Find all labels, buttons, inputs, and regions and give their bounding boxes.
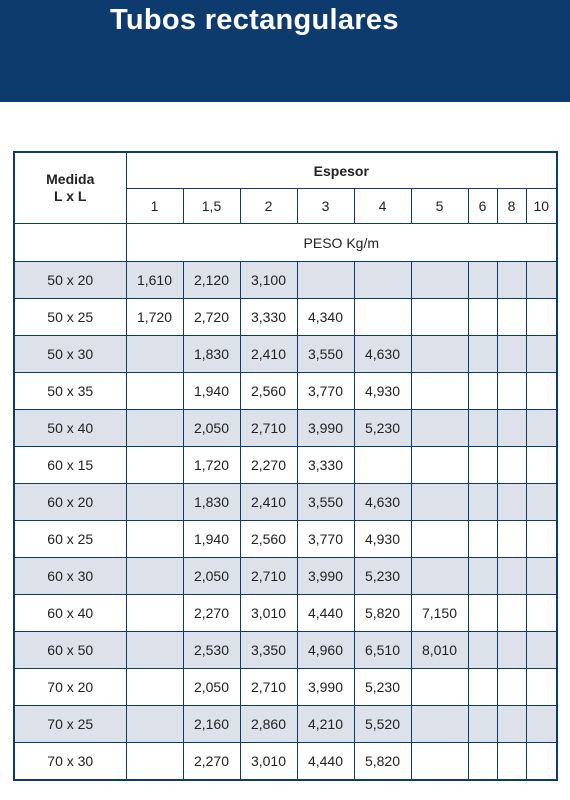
weight-cell — [468, 521, 497, 558]
table-row — [14, 521, 557, 558]
weight-cell — [497, 521, 526, 558]
weight-cell: 3,330 — [297, 447, 354, 484]
medida-cell: 60 x 15 — [14, 447, 126, 484]
weight-cell: 5,230 — [354, 669, 411, 706]
table-row — [14, 595, 557, 632]
weight-cell: 3,770 — [297, 373, 354, 410]
medida-header — [14, 152, 126, 224]
table-row — [14, 558, 557, 595]
weight-cell — [468, 484, 497, 521]
weight-cell — [468, 595, 497, 632]
weight-cell — [526, 558, 557, 595]
weight-cell — [411, 743, 468, 781]
weight-cell — [411, 410, 468, 447]
weight-cell: 1,830 — [183, 484, 240, 521]
weight-cell — [354, 262, 411, 299]
page-title: Tubos rectangulares — [110, 4, 399, 36]
weight-cell — [526, 299, 557, 336]
weight-cell — [468, 262, 497, 299]
weight-cell — [411, 373, 468, 410]
weight-cell: 5,230 — [354, 410, 411, 447]
thickness-header: 1,5 — [183, 189, 240, 224]
weight-cell — [126, 669, 183, 706]
weight-cell — [126, 447, 183, 484]
table-row — [14, 484, 557, 521]
weight-cell: 3,330 — [240, 299, 297, 336]
weight-cell — [468, 743, 497, 781]
weight-cell: 5,230 — [354, 558, 411, 595]
weight-cell — [468, 410, 497, 447]
weight-cell: 1,830 — [183, 336, 240, 373]
table-header — [14, 152, 557, 262]
weight-cell — [526, 262, 557, 299]
weight-cell: 3,010 — [240, 595, 297, 632]
weight-cell — [497, 336, 526, 373]
medida-sublabel: L x L — [54, 188, 87, 204]
weight-cell — [468, 558, 497, 595]
weight-cell: 2,410 — [240, 336, 297, 373]
weight-cell — [497, 706, 526, 743]
weight-cell — [468, 632, 497, 669]
weight-cell — [497, 447, 526, 484]
weight-cell — [526, 706, 557, 743]
weight-cell — [411, 558, 468, 595]
weight-cell: 3,100 — [240, 262, 297, 299]
weight-cell — [468, 669, 497, 706]
table-row — [14, 299, 557, 336]
weight-cell — [126, 558, 183, 595]
medida-cell: 50 x 20 — [14, 262, 126, 299]
weight-cell — [297, 262, 354, 299]
table-row — [14, 373, 557, 410]
weight-cell — [411, 262, 468, 299]
weight-cell — [497, 484, 526, 521]
weight-cell: 2,710 — [240, 558, 297, 595]
weight-cell: 4,440 — [297, 743, 354, 781]
table-row — [14, 706, 557, 743]
weight-cell — [526, 410, 557, 447]
weight-cell — [526, 484, 557, 521]
table-row — [14, 632, 557, 669]
weight-cell — [526, 447, 557, 484]
weight-cell — [411, 521, 468, 558]
weight-cell — [411, 336, 468, 373]
weight-cell: 2,270 — [183, 595, 240, 632]
weight-cell: 1,720 — [183, 447, 240, 484]
weight-cell — [468, 373, 497, 410]
weight-cell: 3,770 — [297, 521, 354, 558]
medida-cell: 50 x 40 — [14, 410, 126, 447]
medida-cell: 50 x 35 — [14, 373, 126, 410]
thickness-header: 6 — [468, 189, 497, 224]
weights-table — [13, 151, 558, 781]
weight-cell — [411, 669, 468, 706]
medida-cell: 60 x 40 — [14, 595, 126, 632]
weight-cell: 2,710 — [240, 669, 297, 706]
weight-cell — [497, 410, 526, 447]
weight-cell: 2,710 — [240, 410, 297, 447]
thickness-header: 10 — [526, 189, 557, 224]
medida-cell: 70 x 25 — [14, 706, 126, 743]
weight-cell: 2,530 — [183, 632, 240, 669]
thickness-header: 1 — [126, 189, 183, 224]
weight-cell — [497, 262, 526, 299]
weight-cell — [354, 447, 411, 484]
thickness-header: 2 — [240, 189, 297, 224]
weight-cell — [526, 521, 557, 558]
weight-cell: 2,560 — [240, 521, 297, 558]
weight-cell — [526, 669, 557, 706]
weight-cell: 2,120 — [183, 262, 240, 299]
weight-cell — [126, 410, 183, 447]
table-row — [14, 410, 557, 447]
weight-cell — [126, 484, 183, 521]
weight-cell: 2,050 — [183, 410, 240, 447]
weight-cell: 6,510 — [354, 632, 411, 669]
weight-cell — [411, 484, 468, 521]
weight-cell: 4,930 — [354, 373, 411, 410]
weight-cell: 4,630 — [354, 336, 411, 373]
weight-cell — [126, 743, 183, 781]
medida-cell: 60 x 20 — [14, 484, 126, 521]
thickness-header: 4 — [354, 189, 411, 224]
weight-cell — [526, 595, 557, 632]
unit-label: PESO Kg/m — [126, 224, 557, 262]
weight-cell — [411, 447, 468, 484]
table-row — [14, 447, 557, 484]
weight-cell: 5,820 — [354, 595, 411, 632]
title-banner — [0, 0, 570, 102]
weight-cell — [497, 595, 526, 632]
weight-cell: 1,940 — [183, 521, 240, 558]
weight-cell: 2,560 — [240, 373, 297, 410]
weight-cell — [526, 743, 557, 781]
weight-cell: 2,410 — [240, 484, 297, 521]
weight-cell: 1,720 — [126, 299, 183, 336]
weight-cell: 7,150 — [411, 595, 468, 632]
weight-cell — [126, 521, 183, 558]
weight-cell: 4,440 — [297, 595, 354, 632]
weight-cell — [468, 299, 497, 336]
medida-label: Medida — [46, 171, 95, 187]
weight-cell: 4,340 — [297, 299, 354, 336]
weight-cell: 2,270 — [240, 447, 297, 484]
weight-cell — [497, 299, 526, 336]
weight-cell — [497, 743, 526, 781]
weight-cell: 5,820 — [354, 743, 411, 781]
weight-cell — [468, 447, 497, 484]
medida-cell: 60 x 30 — [14, 558, 126, 595]
weight-cell — [354, 299, 411, 336]
medida-cell: 50 x 25 — [14, 299, 126, 336]
weight-cell: 2,160 — [183, 706, 240, 743]
weight-cell — [411, 299, 468, 336]
weight-cell — [126, 706, 183, 743]
weight-cell — [497, 669, 526, 706]
weight-cell — [526, 373, 557, 410]
weight-cell: 2,720 — [183, 299, 240, 336]
weight-cell: 3,350 — [240, 632, 297, 669]
weight-cell: 2,270 — [183, 743, 240, 781]
weight-cell: 5,520 — [354, 706, 411, 743]
weight-cell: 4,960 — [297, 632, 354, 669]
weight-cell: 4,210 — [297, 706, 354, 743]
weight-cell — [126, 336, 183, 373]
table-row — [14, 336, 557, 373]
table-row — [14, 669, 557, 706]
espesor-header: Espesor — [126, 152, 557, 189]
weight-cell — [126, 595, 183, 632]
weight-cell: 1,610 — [126, 262, 183, 299]
weight-cell — [468, 706, 497, 743]
medida-cell: 50 x 30 — [14, 336, 126, 373]
medida-cell: 60 x 50 — [14, 632, 126, 669]
table-body — [14, 262, 557, 781]
thickness-header: 5 — [411, 189, 468, 224]
weight-cell: 3,550 — [297, 484, 354, 521]
medida-cell: 70 x 20 — [14, 669, 126, 706]
medida-cell: 60 x 25 — [14, 521, 126, 558]
weight-cell — [526, 632, 557, 669]
weight-cell: 4,630 — [354, 484, 411, 521]
weight-cell — [526, 336, 557, 373]
weight-cell: 3,990 — [297, 669, 354, 706]
weight-cell — [497, 558, 526, 595]
weight-cell — [468, 336, 497, 373]
weight-cell: 2,860 — [240, 706, 297, 743]
thickness-header: 8 — [497, 189, 526, 224]
weight-cell: 2,050 — [183, 558, 240, 595]
weight-cell: 8,010 — [411, 632, 468, 669]
weight-cell — [126, 373, 183, 410]
unit-corner-cell — [14, 224, 126, 262]
weight-cell — [497, 632, 526, 669]
weight-cell: 3,990 — [297, 558, 354, 595]
thickness-header: 3 — [297, 189, 354, 224]
weight-cell — [497, 373, 526, 410]
weight-cell: 4,930 — [354, 521, 411, 558]
weight-cell — [411, 706, 468, 743]
weight-cell — [126, 632, 183, 669]
weight-cell: 3,550 — [297, 336, 354, 373]
table-row — [14, 743, 557, 781]
weight-cell: 3,010 — [240, 743, 297, 781]
weight-cell: 1,940 — [183, 373, 240, 410]
weight-cell: 2,050 — [183, 669, 240, 706]
medida-cell: 70 x 30 — [14, 743, 126, 781]
table-row — [14, 262, 557, 299]
weight-cell: 3,990 — [297, 410, 354, 447]
